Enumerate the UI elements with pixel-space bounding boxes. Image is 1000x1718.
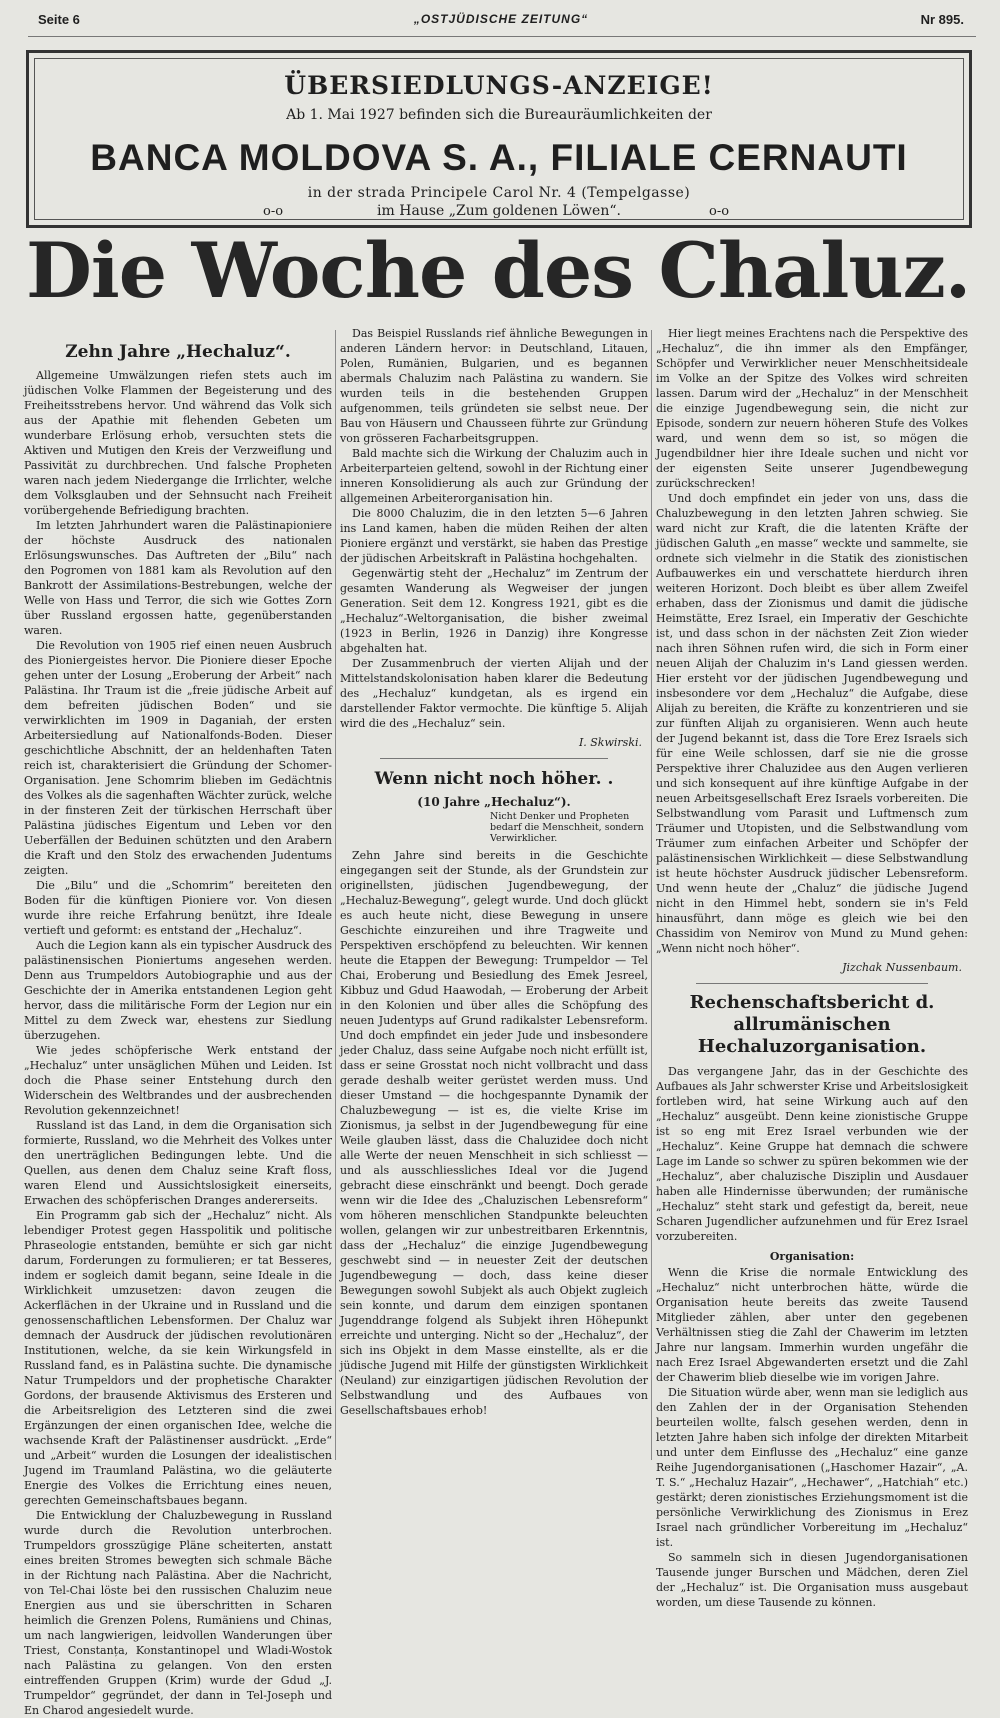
paragraph: Wie jedes schöpferische Werk entstand der „Hechaluz“ unter unsäglichen Mühen und Leiden. Ist doch die Phase seiner Entstehung durch den Widerschein des Weltbrandes und der ausbrechenden Revolution gekennzeichnet! [24,1044,332,1117]
masthead: „OSTJÜDISCHE ZEITUNG“ [413,12,589,26]
relocation-advertisement [26,50,972,228]
column-rule [651,330,652,1460]
paragraph: Die Situation würde aber, wenn man sie lediglich aus den Zahlen der in der Organisation Stehenden beurteilen wollte, falsch gesehen werden, denn in letzten Jahre haben sich infolge der direkten Mitarbeit und unter dem Einflusse des „Hechaluz“ eine ganze Reihe Jugendorganisationen („Haschomer Hazair“, „A. T. S.“ „Hechaluz Hazair“, „Hechawer“, „Hatchiah“ etc.) gestärkt; deren zionistisches Erziehungsmoment ist die persönliche Verwirklichung des Zionismus in Erez Israel nach gründlicher Vorbereitung im „Hechaluz“ ist. [656,1386,968,1549]
column-rule [335,330,336,1460]
paragraph: Und doch empfindet ein jeder von uns, dass die Chaluzbewegung in den letzten Jahren schwieg. Sie ward nicht zur Kraft, die die latenten Kräfte der jüdischen Galuth „en masse“ weckte und sammelte, sie ordnete sich vielmehr in die Statik des zionistischen Aufbauwerkes ein und verschattete hierdurch ihren weiteren Horizont. Doch bleibt es über allem Zweifel erhaben, dass der Zionismus und damit die jüdische Heimstätte, Erez Israel, ein Imperativ der Geschichte ist, und dass schon in der nächsten Zeit Zion wieder nach ihren Söhnen rufen wird, die sich in Form einer neuen Alijah der Chaluzim in's Land giessen werden. Hier ersteht vor der jüdischen Jugendbewegung und insbesondere vor dem „Hechaluz“ die Aufgabe, diese Alijah zu bereiten, die Kräfte zu konzentrieren und sie zur fünften Alijah zu organisieren. Wenn auch heute der Jugend bekannt ist, dass die Tore Erez Israels sich für eine Weile schlossen, darf sie nie die grosse Perspektive ihrer Chaluzidee aus den Augen verlieren und sich konsequent auf ihre künftige Aufgabe in der neuen Arbeitsgesellschaft Erez Israels vorbereiten. Die Selbstwandlung vom Parasit und Luftmensch zum Träumer und Utopisten, und die Selbstwandlung vom Träumer zum einfachen Arbeiter und Schöpfer der palästinensischen Wirklichkeit — diese Selbstwandlung ist heute höchster Ausdruck jüdischer Lebensreform. Und wenn heute der „Chaluz“ die jüdische Jugend nicht in den Himmel hebt, sondern sie in's Feld hinausführt, dann möge es gleich wie bei den Chassidim von Nemirov von Mund zu Mund gehen: „Wenn nicht noch höher“. [656,492,968,955]
column-3 [656,326,969,1609]
ad-bank-name: BANCA MOLDOVA S. A., FILIALE CERNAUTI [90,137,908,178]
ad-address-house: im Hause „Zum goldenen Löwen“. [377,203,621,219]
header-rule [28,36,976,37]
paragraph: Gegenwärtig steht der „Hechaluz“ im Zentrum der gesamten Wanderung als Wegweiser der jungen Generation. Seit dem 12. Kongress 1921, gibt es die „Hechaluz“-Weltorganisation, die bisher zweimal (1923 in Berlin, 1926 in Danzig) ihre Kongresse abgehalten hat. [340,567,648,655]
author-signature: Jizchak Nussenbaum. [842,961,962,974]
paragraph: Zehn Jahre sind bereits in die Geschichte eingegangen seit der Stunde, als der Grundstein zur originellsten, jüdischen Jugendbewegung, der „Hechaluz-Bewegung“, gelegt wurde. Und doch glückt es auch heute nicht, diese Bewegung in unsere Geschichte einzureihen und ihre Tragweite und Perspektiven erschöpfend zu beleuchten. Wir kennen heute die Etappen der Bewegung: Trumpeldor — Tel Chai, Eroberung und Besiedlung des Emek Jesreel, Kibbuz und Gdud Haawodah, — Eroberung der Arbeit in den Kolonien und über alles die Schöpfung des neuen Judentyps auf Grund radikalster Lebensreform. Und doch empfindet ein jeder Jude und insbesondere jeder Chaluz, dass seine Aufgabe noch nicht erfüllt ist, dass er seine Grosstat noch nicht vollbracht und dass gerade deshalb weiter gerüstet werden muss. Und dieser Umstand — die hochgespannte Dynamik der Chaluzbewegung — ist es, die vielte Krise im Zionismus, ja selbst in der Jugendbewegung für eine Weile glauben lässt, dass die Chaluzidee doch nicht alle Werte der neuen Menschheit in sich schliesst — und als ausschliessliches Ideal vor die Jugend gebracht diese einschränkt und beengt. Doch gerade wenn wir die Idee des „Chaluzischen Lebensreform“ vom höheren menschlichen Standpunkte beleuchten wollen, gelangen wir zur unbestreitbaren Erkenntnis, dass der „Hechaluz“ die einzige Jugendbewegung geschwebt sind — in neuester Zeit der deutschen Jugendbewegung — doch, dass keine dieser Bewegungen sowohl Subjekt als auch Objekt zugleich sein konnte, und darum dem einzigen spontanen Jugenddrange folgend als Subjekt ihren Höhepunkt erreichte und unterging. Nicht so der „Hechaluz“, der sich ins Objekt in dem Masse einstellte, als er die jüdische Jugend mit Hilfe der günstigsten Wirklichkeit (Neuland) zur einzigartigen jüdischen Revolution der Selbstwandlung und des Aufbaues von Gesellschaftsbaues erhob! [340,849,648,1417]
ad-intro: Ab 1. Mai 1927 befinden sich die Bureauräumlichkeiten der [286,107,712,123]
ad-ornament-left: o-o [263,204,284,219]
author-signature: I. Skwirski. [578,736,642,749]
section-heading: Organisation: [769,1250,855,1263]
paragraph: Die Revolution von 1905 rief einen neuen Ausbruch des Pioniergeistes hervor. Die Pioniere dieser Epoche gehen unter der Losung „Eroberung der Arbeit“ nach Palästina. Ihr Traum ist die „freie jüdische Arbeit auf dem befreiten jüdischen Boden“ und sie verwirklichten im 1909 in Daganiah, der ersten Arbeitersiedlung auf Nationalfonds-Boden. Dieser geschichtliche Abschnitt, der an heldenhaften Taten reich ist, charakterisiert die Gründung der Schomer-Organisation. Jene Schomrim blieben im Gedächtnis des Volkes als die sagenhaften Wächter zurück, welche in der finsteren Zeit der türkischen Herrschaft über Palästina jüdisches Eigentum und Leben vor den Ueberfällen der Beduinen schützten und den Arabern die Kraft und den Stolz des erwachenden Judentums zeigten. [24,639,333,877]
paragraph: Das Beispiel Russlands rief ähnliche Bewegungen in anderen Ländern hervor: in Deutschland, Litauen, Polen, Rumänien, Bulgarien, und es begannen abermals Chaluzim nach Palästina zu wandern. Sie wurden teils in die bestehenden Gruppen aufgenommen, teils gründeten sie selbst neue. Der Bau von Häusern und Chausseen führte zur Gründung von grösseren Facharbeitsgruppen. [340,327,648,445]
column-2 [340,326,648,1456]
paragraph: Im letzten Jahrhundert waren die Palästinapioniere der höchste Ausdruck des nationalen Erlösungswunsches. Das Auftreten der „Bilu“ nach den Pogromen von 1881 kam als Revolution auf den Bankrott der Assimilations-Bestrebungen, welche der Welle von Hass und Terror, die sich wie Gottes Zorn über Russland ergossen hatte, gegenüberstanden waren. [24,519,332,637]
paragraph: Auch die Legion kann als ein typischer Ausdruck des palästinensischen Pioniertums angesehen werden. Denn aus Trumpeldors Autobiographie und aus der Geschichte der in Amerika entstandenen Legion geht hervor, dass die militärische Form der Legion nur ein Mittel zu dem Zweck war, ehestens zur Siedlung überzugehen. [24,939,332,1042]
page-header [38,12,964,36]
column-1 [24,332,333,1717]
page-number: Seite 6 [38,12,80,27]
paragraph: Allgemeine Umwälzungen riefen stets auch im jüdischen Volke Flammen der Begeisterung und des Freiheitsstrebens hervor. Und während das Volk sich aus der Apathie mit flehenden Gebeten um wunderbare Erlösung erhob, versuchten stets die Aktiven und Mutigen den Kreis der Verzweiflung und Passivität zu durchbrechen. Und falsche Propheten waren nach jedem Niedergange die Irrlichter, welche dem Volksglauben und der Sehnsucht nach Freiheit vorübergehende Befriedigung brachten. [24,369,332,517]
paragraph: Ein Programm gab sich der „Hechaluz“ nicht. Als lebendiger Protest gegen Hasspolitik und politische Phraseologie entstanden, bemühte er sich gar nicht darum, Forderungen zu formulieren; er tat Besseres, indem er sogleich damit begann, seine Ideale in die Wirklichkeit umzusetzen: davon zeugen die Ackerflächen in der Ukraine und in Russland und die genossenschaftlichen Lebensformen. Der Chaluz war demnach der Ausdruck der jüdischen revolutionären Institutionen, welche, da sie kein Wirkungsfeld in Russland fand, es in Palästina suchte. Die dynamische Natur Trumpeldors und der prophetische Charakter Gordons, der brausende Aktivismus des Ersteren und die Arbeitsreligion des Letzteren sind die zwei Ergänzungen der einen organischen Idee, welche die wachsende Kraft der Palästinenser ausdrückt. „Erde“ und „Arbeit“ wurden die Losungen der idealistischen Jugend im Traumland Palästina, wo die geläuterte Energie des Volkes die Errichtung eines neuen, gerechten Gemeinschaftsbaues begann. [24,1209,332,1507]
issue-number: Nr 895. [920,12,964,27]
epigraph: Nicht Denker und Propheten bedarf die Menschheit, sondern Verwirklicher. [490,811,644,844]
article-subtitle: (10 Jahre „Hechaluz“). [417,795,571,809]
article-divider [696,983,928,984]
paragraph: Hier liegt meines Erachtens nach die Perspektive des „Hechaluz“, die ihn immer als den Empfänger, Schöpfer und Verwirklicher neuer Menschheitsideale im Volke an der Spitze des Volkes wird schreiten lassen. Darum wird der „Hechaluz“ in der Menschheit die einzige Jugendbewegung sein, die nicht zur Episode, sondern zur neuern höheren Stufe des Volkes ward, und wenn dem so ist, so mögen die Jugendbildner hier ihre Ideale suchen und nicht vor der eigensten Seite unserer Jugendbewegung zurückschrecken! [656,327,968,490]
ad-ornament-right: o-o [709,204,730,219]
ad-title: ÜBERSIEDLUNGS-ANZEIGE! [284,71,714,100]
main-headline: Die Woche des Chaluz. [26,226,971,315]
paragraph: Die 8000 Chaluzim, die in den letzten 5—6 Jahren ins Land kamen, haben die müden Reihen der alten Pioniere ergänzt und verstärkt, sie haben das Prestige der jüdischen Arbeitskraft in Palästina hochgehalten. [340,507,648,565]
paragraph: Wenn die Krise die normale Entwicklung des „Hechaluz“ nicht unterbrochen hätte, würde die Organisation heute bereits das zweite Tausend Mitglieder zählen, aber unter den gegebenen Verhältnissen stieg die Zahl der Chawerim im letzten Jahre nur langsam. Immerhin wurden ungefähr die nach Erez Israel Abgewanderten ersetzt und die Zahl der Chawerim blieb dieselbe wie im vorigen Jahre. [656,1266,968,1384]
paragraph: Bald machte sich die Wirkung der Chaluzim auch in Arbeiterparteien geltend, sowohl in der Richtung einer inneren Konsolidierung als auch zur Gründung der allgemeinen Arbeiterorganisation hin. [340,447,648,505]
paragraph: Die Entwicklung der Chaluzbewegung in Russland wurde durch die Revolution unterbrochen. Trumpeldors grosszügige Pläne scheiterten, anstatt eines breiten Stromes bewegten sich schmale Bäche in der Richtung nach Palästina. Aber die Nachricht, von Tel-Chai löste bei den russischen Chaluzim neue Energien aus und sie überschritten in Scharen heimlich die Grenzen Polens, Rumäniens und Chinas, um nach langwierigen, leidvollen Wanderungen über Triest, Constanța, Konstantinopel und Wladi-Wostok nach Palästina zu gelangen. Von den ersten eintreffenden Gruppen (Krim) wurde der Gdud „J. Trumpeldor“ gegründet, der dann in Tel-Joseph und En Charod angesiedelt wurde. [24,1509,332,1717]
article-title-wenn-nicht: Wenn nicht noch höher. . [374,769,614,789]
article-divider [380,758,608,759]
paragraph: Das vergangene Jahr, das in der Geschichte des Aufbaues als Jahr schwerster Krise und Arbeitslosigkeit fortleben wird, hat seine Wirkung auch auf den „Hechaluz“ ausgeübt. Denn keine zionistische Gruppe ist so eng mit Erez Israel verbunden wie der „Hechaluz“. Keine Gruppe hat demnach die schwere Lage im Lande so schwer zu spüren bekommen wie der „Hechaluz“, aber chaluzische Disziplin und Ausdauer haben alle Hindernisse überwunden; der rumänische „Hechaluz“ steht stark und gefestigt da, bereit, neue Scharen Jugendlicher aufzunehmen und für Erez Israel vorzubereiten. [656,1065,969,1243]
paragraph: Der Zusammenbruch der vierten Alijah und der Mittelstandskolonisation haben klarer die Bedeutung des „Hechaluz“ kundgetan, als es irgend ein darstellender Faktor vermochte. Die künftige 5. Alijah wird die des „Hechaluz“ sein. [340,657,648,730]
paragraph: Russland ist das Land, in dem die Organisation sich formierte, Russland, wo die Mehrheit des Volkes unter den unerträglichen Bedingungen lebte. Und die Quellen, aus denen dem Chaluz seine Kraft floss, waren Elend und Aussichtslosigkeit einerseits, Erwachen des schöpferischen Dranges andererseits. [24,1119,332,1207]
article-title-rechenschaftsbericht: Rechenschaftsbericht d. allrumänischen Hechaluzorganisation. [689,992,935,1057]
paragraph: Die „Bilu“ und die „Schomrim“ bereiteten den Boden für die künftigen Pioniere vor. Von diesen wurde ihre reiche Erfahrung benützt, ihre Ideale vertieft und geformt: es entstand der „Hechaluz“. [24,879,332,937]
paragraph: So sammeln sich in diesen Jugendorganisationen Tausende junger Burschen und Mädchen, deren Ziel der „Hechaluz“ ist. Die Organisation muss ausgebaut worden, um diese Tausende zu können. [656,1551,968,1609]
article-title-zehn-jahre: Zehn Jahre „Hechaluz“. [65,342,291,362]
ad-address: in der strada Principele Carol Nr. 4 (Tempelgasse) [307,185,691,201]
